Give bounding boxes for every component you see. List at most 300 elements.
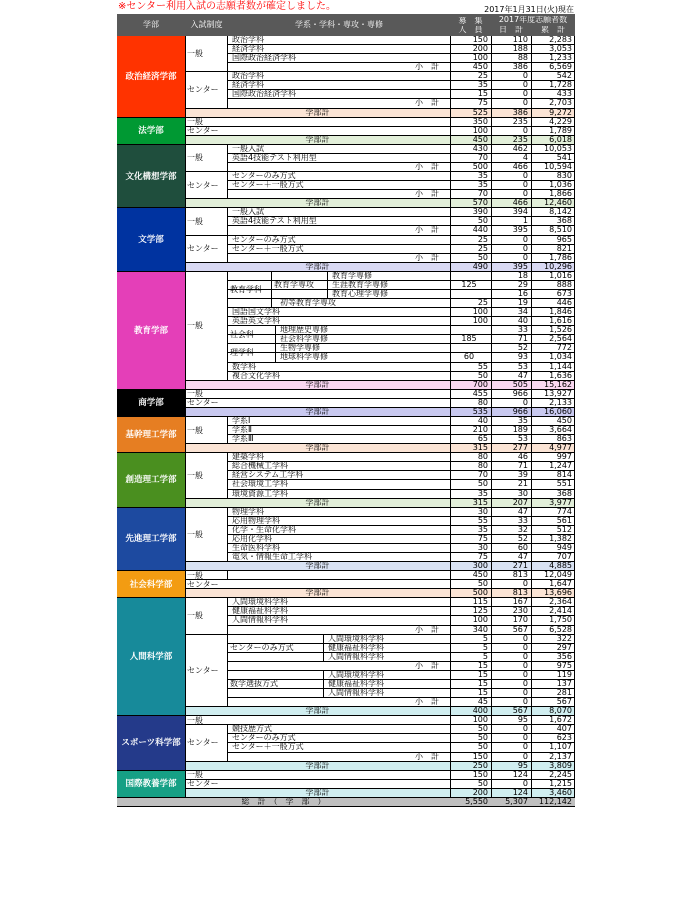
cumulative-count: 949 <box>556 543 572 552</box>
cumulative-count: 2,364 <box>549 598 572 607</box>
dept-name: 学系Ⅰ <box>232 416 251 425</box>
cumulative-count: 1,382 <box>549 534 572 543</box>
daily-count: 466 <box>512 162 528 171</box>
daily-count: 32 <box>517 525 528 534</box>
faculty-cell: 政治経済学部 <box>117 36 185 118</box>
dept-name: 国際政治経済学科 <box>232 90 296 99</box>
system-line <box>185 498 228 499</box>
daily-count: 395 <box>512 226 528 235</box>
daily-count: 0 <box>522 172 528 181</box>
faculty-total-label: 学部計 <box>305 407 330 416</box>
daily-count: 124 <box>512 788 528 797</box>
grand-total-cum: 112,142 <box>538 797 572 806</box>
daily-count: 271 <box>512 562 528 571</box>
system-cell: 一般 <box>185 272 228 381</box>
group-label: 社会科 <box>228 326 276 344</box>
faculty-total-label: 学部計 <box>305 135 330 144</box>
dept-name: 生涯教育学専修 <box>332 280 388 289</box>
faculty-total-label: 学部計 <box>305 707 330 716</box>
quota-cell: 70 <box>477 153 488 162</box>
daily-count: 189 <box>512 426 528 434</box>
daily-count: 33 <box>517 516 528 525</box>
system-cell: センター <box>185 172 228 199</box>
cumulative-count: 368 <box>556 489 572 498</box>
quota-cell: 50 <box>477 253 488 262</box>
group-label: 数学選抜方式 <box>228 671 324 698</box>
daily-count: 60 <box>517 543 528 552</box>
dept-name: 政治学科 <box>232 72 264 81</box>
daily-count: 0 <box>522 634 528 643</box>
quota-cell: 150 <box>472 36 488 44</box>
quota-cell: 25 <box>477 235 488 244</box>
quota-cell: 430 <box>472 144 488 153</box>
group-label: センターのみ方式 <box>228 635 324 662</box>
dept-name: 教育学専修 <box>332 271 372 280</box>
dept-name: 競技歴方式 <box>232 725 272 734</box>
daily-count: 170 <box>512 616 528 625</box>
quota-cell: 450 <box>472 63 488 72</box>
dept-name: 数学科 <box>232 362 256 371</box>
quota-cell: 300 <box>472 562 488 571</box>
quota-cell: 150 <box>472 770 488 779</box>
cumulative-count: 13,696 <box>544 589 572 598</box>
cumulative-count: 1,786 <box>549 253 572 262</box>
cumulative-count: 821 <box>556 244 572 253</box>
dept-name: 経済学科 <box>232 81 264 90</box>
quota-cell: 15 <box>477 670 488 679</box>
dept-name: 物理学科 <box>232 507 264 516</box>
dept-name: 人間情報科学科 <box>232 616 288 625</box>
cumulative-count: 15,162 <box>544 380 572 389</box>
dept-name: 建築学科 <box>232 453 264 462</box>
dept-name: 生命医科学科 <box>232 543 280 552</box>
faculty-total-label: 学部計 <box>305 262 330 271</box>
faculty-total-label: 学部計 <box>305 199 330 208</box>
cumulative-count: 4,977 <box>549 444 572 453</box>
faculty-total-label: 学部計 <box>305 562 330 571</box>
daily-count: 110 <box>512 36 528 44</box>
faculty-cell: 先進理工学部 <box>117 508 185 571</box>
system-line <box>185 561 228 562</box>
quota-cell: 390 <box>472 208 488 217</box>
notice-text: ※センター利用入試の志願者数が確定しました。 <box>118 1 336 12</box>
quota-cell: 45 <box>477 698 488 707</box>
daily-count: 813 <box>512 589 528 598</box>
dept-name: 英語英文学科 <box>232 317 280 326</box>
system-cell: センター <box>187 779 219 789</box>
quota-cell: 450 <box>472 135 488 144</box>
subtotal-label: 小 計 <box>415 625 439 634</box>
quota-cell: 150 <box>472 752 488 761</box>
daily-count: 35 <box>517 416 528 425</box>
quota-cell: 75 <box>477 552 488 561</box>
daily-count: 16 <box>517 289 528 298</box>
quota-cell: 60 <box>463 353 475 362</box>
cumulative-count: 1,846 <box>549 308 572 317</box>
cumulative-count: 567 <box>556 698 572 707</box>
dept-name: 電気・情報生命工学科 <box>232 552 312 561</box>
quota-cell: 55 <box>477 362 488 371</box>
system-cell: センター <box>187 126 219 136</box>
daily-count: 52 <box>517 344 528 353</box>
quota-cell: 500 <box>472 589 488 598</box>
system-cell: 一般 <box>185 145 228 172</box>
cumulative-count: 10,296 <box>544 262 572 271</box>
cumulative-count: 3,460 <box>549 788 572 797</box>
subtotal-label: 小 計 <box>415 226 439 235</box>
cumulative-count: 446 <box>556 299 572 308</box>
header-cum: 累 計 <box>531 26 575 35</box>
daily-count: 0 <box>522 398 528 407</box>
daily-count: 124 <box>512 770 528 779</box>
quota-cell: 440 <box>472 226 488 235</box>
faculty-total-label: 学部計 <box>305 788 330 797</box>
dept-name: 経営システム工学科 <box>232 471 304 480</box>
daily-count: 47 <box>517 371 528 380</box>
dept-name: センターのみ方式 <box>232 235 296 244</box>
cumulative-count: 1,728 <box>549 81 572 90</box>
cumulative-count: 774 <box>556 507 572 516</box>
daily-count: 47 <box>517 507 528 516</box>
system-line <box>185 135 228 136</box>
quota-cell: 15 <box>477 661 488 670</box>
quota-cell: 490 <box>472 262 488 271</box>
daily-count: 40 <box>517 317 528 326</box>
daily-count: 466 <box>512 199 528 208</box>
cumulative-count: 8,070 <box>549 707 572 716</box>
dept-name: 人間環境科学科 <box>328 634 384 643</box>
daily-count: 0 <box>522 181 528 190</box>
quota-cell: 50 <box>477 779 488 788</box>
cumulative-count: 137 <box>556 679 572 688</box>
quota-cell: 50 <box>477 480 488 489</box>
cumulative-count: 10,053 <box>544 144 572 153</box>
quota-cell: 35 <box>477 181 488 190</box>
group-label: 理学科 <box>228 344 276 362</box>
quota-cell: 30 <box>477 543 488 552</box>
daily-count: 0 <box>522 126 528 135</box>
quota-cell: 50 <box>477 743 488 752</box>
system-cell: センター <box>185 236 228 263</box>
cumulative-count: 356 <box>556 652 572 661</box>
daily-count: 394 <box>512 208 528 217</box>
quota-cell: 185 <box>461 335 477 344</box>
quota-cell: 75 <box>477 99 488 108</box>
cumulative-count: 3,809 <box>549 761 572 770</box>
quota-cell: 15 <box>477 679 488 688</box>
faculty-cell: 創造理工学部 <box>117 453 185 507</box>
daily-count: 0 <box>522 652 528 661</box>
cumulative-count: 8,142 <box>549 208 572 217</box>
cumulative-count: 888 <box>556 280 572 289</box>
dept-name: 国語国文学科 <box>232 308 280 317</box>
dept-name: 複合文化学科 <box>232 371 280 380</box>
quota-cell: 100 <box>472 126 488 135</box>
dept-name: 教育心理学専修 <box>332 289 388 298</box>
quota-cell: 100 <box>472 308 488 317</box>
quota-cell: 700 <box>472 380 488 389</box>
daily-count: 386 <box>512 108 528 117</box>
quota-cell: 50 <box>477 580 488 589</box>
cumulative-count: 433 <box>556 90 572 99</box>
quota-cell: 450 <box>472 571 488 580</box>
daily-count: 462 <box>512 144 528 153</box>
daily-count: 0 <box>522 72 528 81</box>
applicants-table <box>117 14 575 905</box>
quota-cell: 15 <box>477 689 488 698</box>
system-line <box>185 108 228 109</box>
cumulative-count: 2,283 <box>549 36 572 44</box>
daily-count: 53 <box>517 435 528 444</box>
divider <box>185 36 186 798</box>
daily-count: 39 <box>517 471 528 480</box>
daily-count: 0 <box>522 725 528 734</box>
dept-name: 一般入試 <box>232 144 264 153</box>
quota-cell: 80 <box>477 453 488 462</box>
subtotal-label: 小 計 <box>415 99 439 108</box>
daily-count: 0 <box>522 190 528 199</box>
dept-name: 総合機械工学科 <box>232 462 288 471</box>
quota-cell: 200 <box>472 788 488 797</box>
dept-name: 一般入試 <box>232 208 264 217</box>
quota-cell: 55 <box>477 516 488 525</box>
dept-name: 初等教育学専攻 <box>280 299 336 308</box>
cumulative-count: 16,060 <box>544 407 572 416</box>
system-cell: 一般 <box>187 770 203 780</box>
daily-count: 0 <box>522 779 528 788</box>
cumulative-count: 4,885 <box>549 562 572 571</box>
daily-count: 34 <box>517 308 528 317</box>
dept-name: 英語4技能テスト利用型 <box>232 153 317 162</box>
cumulative-count: 3,053 <box>549 45 572 54</box>
system-cell: センター <box>187 580 219 589</box>
quota-cell: 125 <box>472 607 488 616</box>
system-cell: センター <box>185 635 228 708</box>
system-cell: センター <box>185 725 228 761</box>
dept-name: 人間環境科学科 <box>232 598 288 607</box>
daily-count: 813 <box>512 571 528 580</box>
daily-count: 53 <box>517 362 528 371</box>
quota-cell: 535 <box>472 407 488 416</box>
cumulative-count: 623 <box>556 734 572 743</box>
cumulative-count: 4,229 <box>549 117 572 126</box>
daily-count: 230 <box>512 607 528 616</box>
system-cell: 一般 <box>187 716 203 725</box>
daily-count: 29 <box>517 280 528 289</box>
grand-total-day: 5,307 <box>505 797 528 806</box>
header-quota: 人 員 <box>450 26 491 35</box>
cumulative-count: 863 <box>556 435 572 444</box>
quota-cell: 70 <box>477 190 488 199</box>
dept-name: 人間情報科学科 <box>328 689 384 698</box>
as-of-date: 2017年1月31日(火)現在 <box>484 5 574 14</box>
cumulative-count: 1,789 <box>549 126 572 135</box>
daily-count: 235 <box>512 135 528 144</box>
dept-name: 社会科学専修 <box>280 335 328 344</box>
quota-cell: 115 <box>472 598 488 607</box>
system-line <box>185 706 228 707</box>
cumulative-count: 1,647 <box>549 580 572 589</box>
dept-name: 地球科学専修 <box>280 353 328 362</box>
daily-count: 0 <box>522 698 528 707</box>
cumulative-count: 2,414 <box>549 607 572 616</box>
cumulative-count: 6,018 <box>549 135 572 144</box>
cumulative-count: 541 <box>556 153 572 162</box>
daily-count: 88 <box>517 54 528 63</box>
dept-name: センターのみ方式 <box>232 172 296 181</box>
divider <box>491 36 492 798</box>
faculty-total-label: 学部計 <box>305 444 330 453</box>
quota-cell: 15 <box>477 90 488 99</box>
daily-count: 395 <box>512 262 528 271</box>
quota-cell: 455 <box>472 389 488 398</box>
daily-count: 567 <box>512 707 528 716</box>
cumulative-count: 10,594 <box>544 162 572 171</box>
cumulative-count: 407 <box>556 725 572 734</box>
system-cell: 一般 <box>185 571 228 580</box>
dept-name: 英語4技能テスト利用型 <box>232 217 317 226</box>
quota-cell: 40 <box>477 416 488 425</box>
faculty-total-label: 学部計 <box>305 761 330 770</box>
daily-count: 167 <box>512 598 528 607</box>
quota-cell: 100 <box>472 616 488 625</box>
quota-cell: 210 <box>472 426 488 434</box>
cumulative-count: 772 <box>556 344 572 353</box>
cumulative-count: 6,569 <box>549 63 572 72</box>
daily-count: 0 <box>522 580 528 589</box>
quota-cell: 5 <box>482 652 488 661</box>
cumulative-count: 1,144 <box>549 362 572 371</box>
cumulative-count: 975 <box>556 661 572 670</box>
grand-total-quota: 5,550 <box>465 797 488 806</box>
quota-cell: 5 <box>482 643 488 652</box>
quota-cell: 70 <box>477 471 488 480</box>
cumulative-count: 1,750 <box>549 616 572 625</box>
subtotal-label: 小 計 <box>415 698 439 707</box>
faculty-total-label: 学部計 <box>305 108 330 117</box>
quota-cell: 200 <box>472 45 488 54</box>
system-cell: 一般 <box>187 389 203 399</box>
dept-name: センター＋一般方式 <box>232 181 304 190</box>
daily-count: 505 <box>512 380 528 389</box>
daily-count: 30 <box>517 489 528 498</box>
dept-name: センター＋一般方式 <box>232 244 304 253</box>
cumulative-count: 1,107 <box>549 743 572 752</box>
cumulative-count: 2,245 <box>549 770 572 779</box>
cumulative-count: 561 <box>556 516 572 525</box>
system-cell: 一般 <box>185 508 228 562</box>
cumulative-count: 965 <box>556 235 572 244</box>
system-cell: 一般 <box>185 208 228 235</box>
divider <box>450 36 451 798</box>
quota-cell: 35 <box>477 525 488 534</box>
group-label: 教育学科 <box>228 272 272 308</box>
cumulative-count: 512 <box>556 525 572 534</box>
cumulative-count: 119 <box>556 670 572 679</box>
system-cell: センター <box>187 398 219 408</box>
quota-cell: 125 <box>461 280 477 289</box>
cumulative-count: 297 <box>556 643 572 652</box>
subtotal-label: 小 計 <box>415 253 439 262</box>
daily-count: 71 <box>517 462 528 471</box>
system-cell: センター <box>185 72 228 108</box>
daily-count: 386 <box>512 63 528 72</box>
cumulative-count: 368 <box>556 217 572 226</box>
dept-name: 健康福祉科学科 <box>232 607 288 616</box>
system-line <box>185 588 228 589</box>
dept-name: 応用物理学科 <box>232 516 280 525</box>
cumulative-count: 1,247 <box>549 462 572 471</box>
system-cell: 一般 <box>185 598 228 634</box>
dept-name: 経済学科 <box>232 45 264 54</box>
daily-count: 71 <box>517 335 528 344</box>
quota-cell: 100 <box>472 716 488 725</box>
quota-cell: 5 <box>482 634 488 643</box>
faculty-cell: スポーツ科学部 <box>117 716 185 770</box>
daily-count: 0 <box>522 244 528 253</box>
daily-count: 1 <box>522 217 528 226</box>
quota-cell: 400 <box>472 707 488 716</box>
cumulative-count: 322 <box>556 634 572 643</box>
quota-cell: 35 <box>477 172 488 181</box>
daily-count: 0 <box>522 643 528 652</box>
dept-name: センター＋一般方式 <box>232 743 304 752</box>
daily-count: 18 <box>517 271 528 280</box>
quota-cell: 50 <box>477 725 488 734</box>
dept-name: 学系Ⅲ <box>232 435 254 444</box>
faculty-cell: 社会科学部 <box>117 571 185 598</box>
cumulative-count: 551 <box>556 480 572 489</box>
subtotal-label: 小 計 <box>415 162 439 171</box>
daily-count: 0 <box>522 661 528 670</box>
cumulative-count: 2,133 <box>549 398 572 407</box>
dept-name: 地理歴史専修 <box>280 326 328 335</box>
daily-count: 19 <box>517 299 528 308</box>
system-line <box>185 761 228 762</box>
cumulative-count: 542 <box>556 72 572 81</box>
dept-name: 化学・生命化学科 <box>232 525 296 534</box>
daily-count: 0 <box>522 99 528 108</box>
quota-cell: 25 <box>477 244 488 253</box>
daily-count: 207 <box>512 498 528 507</box>
daily-count: 235 <box>512 117 528 126</box>
faculty-cell: 基幹理工学部 <box>117 417 185 453</box>
quota-cell: 250 <box>472 761 488 770</box>
dept-name: 生物学専修 <box>280 344 320 353</box>
faculty-cell: 教育学部 <box>117 272 185 390</box>
daily-count: 46 <box>517 453 528 462</box>
cumulative-count: 707 <box>556 552 572 561</box>
quota-cell: 350 <box>472 117 488 126</box>
cumulative-count: 1,036 <box>549 181 572 190</box>
system-cell: 一般 <box>185 36 228 72</box>
daily-count: 188 <box>512 45 528 54</box>
daily-count: 33 <box>517 326 528 335</box>
cumulative-count: 13,927 <box>544 389 572 398</box>
daily-count: 0 <box>522 734 528 743</box>
dept-name: 健康福祉科学科 <box>328 679 384 688</box>
system-line <box>185 262 228 263</box>
group-label: 教育学専攻 <box>272 272 328 299</box>
quota-cell: 100 <box>472 317 488 326</box>
cumulative-count: 2,137 <box>549 752 572 761</box>
subtotal-label: 小 計 <box>415 752 439 761</box>
daily-count: 0 <box>522 743 528 752</box>
quota-cell: 25 <box>477 72 488 81</box>
quota-cell: 100 <box>472 54 488 63</box>
dept-name: 健康福祉科学科 <box>328 643 384 652</box>
daily-count: 277 <box>512 444 528 453</box>
